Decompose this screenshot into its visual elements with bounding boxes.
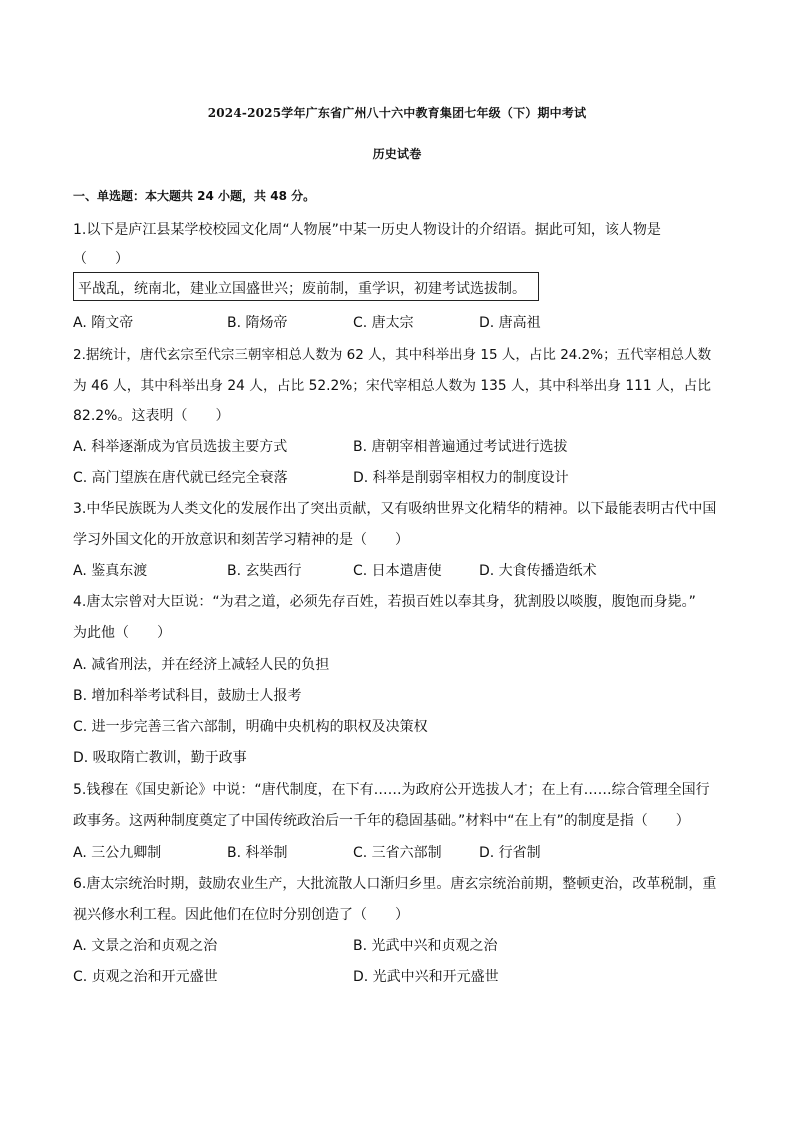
section-heading: 一、单选题：本大题共 24 小题，共 48 分。 bbox=[73, 189, 316, 203]
question-4-stem-line-2: 为此他（ ） bbox=[73, 625, 171, 641]
question-2-stem-line-3: 82.2%。这表明（ ） bbox=[73, 408, 230, 424]
question-3-stem-line-2: 学习外国文化的开放意识和刻苦学习精神的是（ ） bbox=[73, 532, 409, 548]
question-3-option-a: A. 鉴真东渡 bbox=[73, 563, 148, 579]
question-4-option-d: D. 吸取隋亡教训，勤于政事 bbox=[73, 750, 247, 766]
question-3-stem-line-1: 3.中华民族既为人类文化的发展作出了突出贡献，又有吸纳世界文化精华的精神。以下最能表明古代中国 bbox=[73, 501, 717, 517]
question-6-option-d: D. 光武中兴和开元盛世 bbox=[353, 969, 499, 985]
question-5-stem-line-1: 5.钱穆在《国史新论》中说：“唐代制度，在下有……为政府公开选拔人才；在上有……综合管理全国行 bbox=[73, 782, 710, 798]
question-3-option-b: B. 玄奘西行 bbox=[227, 563, 302, 579]
question-5-option-d: D. 行省制 bbox=[479, 845, 541, 861]
question-3-option-d: D. 大食传播造纸术 bbox=[479, 563, 597, 579]
question-1-stem-line-2: （ ） bbox=[73, 251, 129, 267]
question-4-option-a: A. 减省刑法，并在经济上减轻人民的负担 bbox=[73, 657, 330, 673]
question-4-stem-line-1: 4.唐太宗曾对大臣说：“为君之道，必须先存百姓，若损百姓以奉其身，犹割股以啖腹，腹饱而身毙。” bbox=[73, 594, 696, 610]
question-2-option-b: B. 唐朝宰相普遍通过考试进行选拔 bbox=[353, 439, 568, 455]
question-1-quote-text: 平战乱，统南北，建业立国盛世兴；废前制，重学识，初建考试选拔制。 bbox=[78, 281, 526, 297]
question-2-option-d: D. 科举是削弱宰相权力的制度设计 bbox=[353, 470, 569, 486]
question-5-option-a: A. 三公九卿制 bbox=[73, 845, 162, 861]
question-2-option-c: C. 高门望族在唐代就已经完全衰落 bbox=[73, 470, 288, 486]
question-6-option-a: A. 文景之治和贞观之治 bbox=[73, 938, 218, 954]
question-4-option-c: C. 进一步完善三省六部制，明确中央机构的职权及决策权 bbox=[73, 719, 428, 735]
question-2-stem-line-2: 为 46 人，其中科举出身 24 人，占比 52.2%；宋代宰相总人数为 135 人，其中科举出身 111 人，占比 bbox=[73, 378, 712, 394]
page-subtitle: 历史试卷 bbox=[372, 147, 422, 161]
question-3-option-c: C. 日本遣唐使 bbox=[353, 563, 442, 579]
question-1-option-c: C. 唐太宗 bbox=[353, 315, 414, 331]
question-2-stem-line-1: 2.据统计，唐代玄宗至代宗三朝宰相总人数为 62 人，其中科举出身 15 人，占比 24.2%；五代宰相总人数 bbox=[73, 347, 712, 363]
question-1-option-b: B. 隋炀帝 bbox=[227, 315, 288, 331]
question-6-option-c: C. 贞观之治和开元盛世 bbox=[73, 969, 218, 985]
question-6-option-b: B. 光武中兴和贞观之治 bbox=[353, 938, 498, 954]
question-5-stem-line-2: 政事务。这两种制度奠定了中国传统政治后一千年的稳固基础。”材料中“在上有”的制度是指（ ） bbox=[73, 813, 690, 829]
question-1-option-a: A. 隋文帝 bbox=[73, 315, 134, 331]
question-1-quote-box bbox=[73, 272, 539, 301]
question-2-option-a: A. 科举逐渐成为官员选拔主要方式 bbox=[73, 439, 288, 455]
question-5-option-c: C. 三省六部制 bbox=[353, 845, 442, 861]
question-5-option-b: B. 科举制 bbox=[227, 845, 288, 861]
question-6-stem-line-2: 视兴修水利工程。因此他们在位时分别创造了（ ） bbox=[73, 907, 409, 923]
question-6-stem-line-1: 6.唐太宗统治时期，鼓励农业生产，大批流散人口渐归乡里。唐玄宗统治前期，整顿吏治，改革税制，重 bbox=[73, 876, 717, 892]
question-1-option-d: D. 唐高祖 bbox=[479, 315, 541, 331]
question-4-option-b: B. 增加科举考试科目，鼓励士人报考 bbox=[73, 688, 302, 704]
page-title: 2024-2025学年广东省广州八十六中教育集团七年级（下）期中考试 bbox=[207, 106, 587, 120]
question-1-stem-line-1: 1.以下是庐江县某学校校园文化周“人物展”中某一历史人物设计的介绍语。据此可知，该人物是 bbox=[73, 222, 661, 238]
